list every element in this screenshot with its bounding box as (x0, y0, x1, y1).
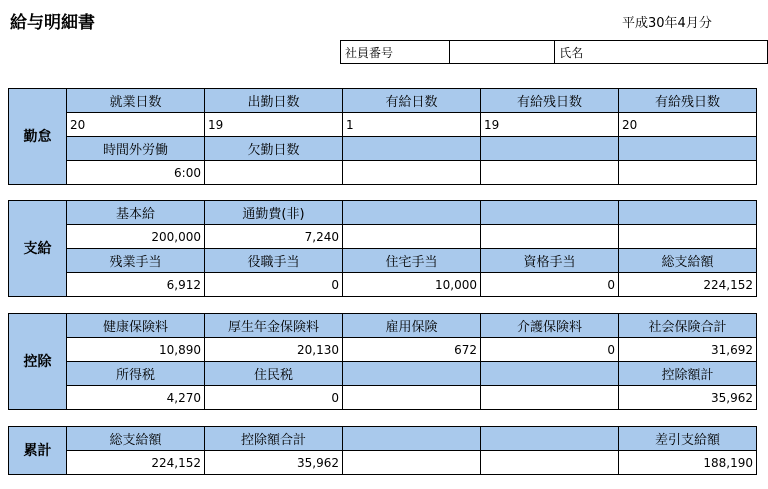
section-label-deduction: 控除 (9, 314, 67, 410)
header-resident-tax: 住民税 (205, 362, 343, 386)
cumulative-table (8, 426, 757, 475)
value-paid-leave-days: 1 (343, 113, 481, 137)
header-overtime-pay: 残業手当 (67, 249, 205, 273)
pay-period: 平成30年4月分 (622, 16, 712, 31)
header-cumulative-gross: 総支給額 (67, 427, 205, 451)
value-social-insurance-total: 31,692 (619, 338, 757, 362)
header-attended-days: 出勤日数 (205, 89, 343, 113)
value-cumulative-gross: 224,152 (67, 451, 205, 475)
header-housing-allowance: 住宅手当 (343, 249, 481, 273)
attendance-table (8, 88, 757, 185)
header-paid-leave-remaining: 有給残日数 (481, 89, 619, 113)
header-qualification-allowance: 資格手当 (481, 249, 619, 273)
value-health-insurance: 10,890 (67, 338, 205, 362)
value-overtime-pay: 6,912 (67, 273, 205, 297)
header-net-pay: 差引支給額 (619, 427, 757, 451)
header-commute-allowance: 通勤費(非) (205, 201, 343, 225)
value-commute-allowance: 7,240 (205, 225, 343, 249)
employee-number-label: 社員番号 (341, 41, 450, 64)
header-absent-days: 欠勤日数 (205, 137, 343, 161)
header-employment-insurance: 雇用保険 (343, 314, 481, 338)
header-gross-pay: 総支給額 (619, 249, 757, 273)
value-position-allowance: 0 (205, 273, 343, 297)
value-housing-allowance: 10,000 (343, 273, 481, 297)
deduction-table (8, 313, 757, 410)
header-income-tax: 所得税 (67, 362, 205, 386)
value-employment-insurance: 672 (343, 338, 481, 362)
header-cumulative-deduction: 控除額合計 (205, 427, 343, 451)
page-title: 給与明細書 (10, 13, 95, 33)
value-overtime: 6:00 (67, 161, 205, 185)
header-overtime: 時間外労働 (67, 137, 205, 161)
section-label-payment: 支給 (9, 201, 67, 297)
section-label-cumulative: 累計 (9, 427, 67, 475)
header-paid-leave-days: 有給日数 (343, 89, 481, 113)
employee-name-label: 氏名 (555, 41, 768, 64)
value-base-salary: 200,000 (67, 225, 205, 249)
value-deduction-total: 35,962 (619, 386, 757, 410)
header-pension-insurance: 厚生年金保険料 (205, 314, 343, 338)
header-social-insurance-total: 社会保険合計 (619, 314, 757, 338)
value-resident-tax: 0 (205, 386, 343, 410)
value-paid-leave-remaining: 19 (481, 113, 619, 137)
header-position-allowance: 役職手当 (205, 249, 343, 273)
value-workdays: 20 (67, 113, 205, 137)
value-nursing-insurance: 0 (481, 338, 619, 362)
value-pension-insurance: 20,130 (205, 338, 343, 362)
employee-number-value (449, 41, 555, 64)
value-attended-days: 19 (205, 113, 343, 137)
value-qualification-allowance: 0 (481, 273, 619, 297)
header-workdays: 就業日数 (67, 89, 205, 113)
value-income-tax: 4,270 (67, 386, 205, 410)
section-label-attendance: 勤怠 (9, 89, 67, 185)
employee-info-table (340, 40, 768, 64)
value-paid-leave-remaining-2: 20 (619, 113, 757, 137)
header-paid-leave-remaining-2: 有給残日数 (619, 89, 757, 113)
header-deduction-total: 控除額計 (619, 362, 757, 386)
value-net-pay: 188,190 (619, 451, 757, 475)
payment-table (8, 200, 757, 297)
header-base-salary: 基本給 (67, 201, 205, 225)
value-gross-pay: 224,152 (619, 273, 757, 297)
value-cumulative-deduction: 35,962 (205, 451, 343, 475)
header-nursing-insurance: 介護保険料 (481, 314, 619, 338)
value-absent-days (205, 161, 343, 185)
header-health-insurance: 健康保険料 (67, 314, 205, 338)
